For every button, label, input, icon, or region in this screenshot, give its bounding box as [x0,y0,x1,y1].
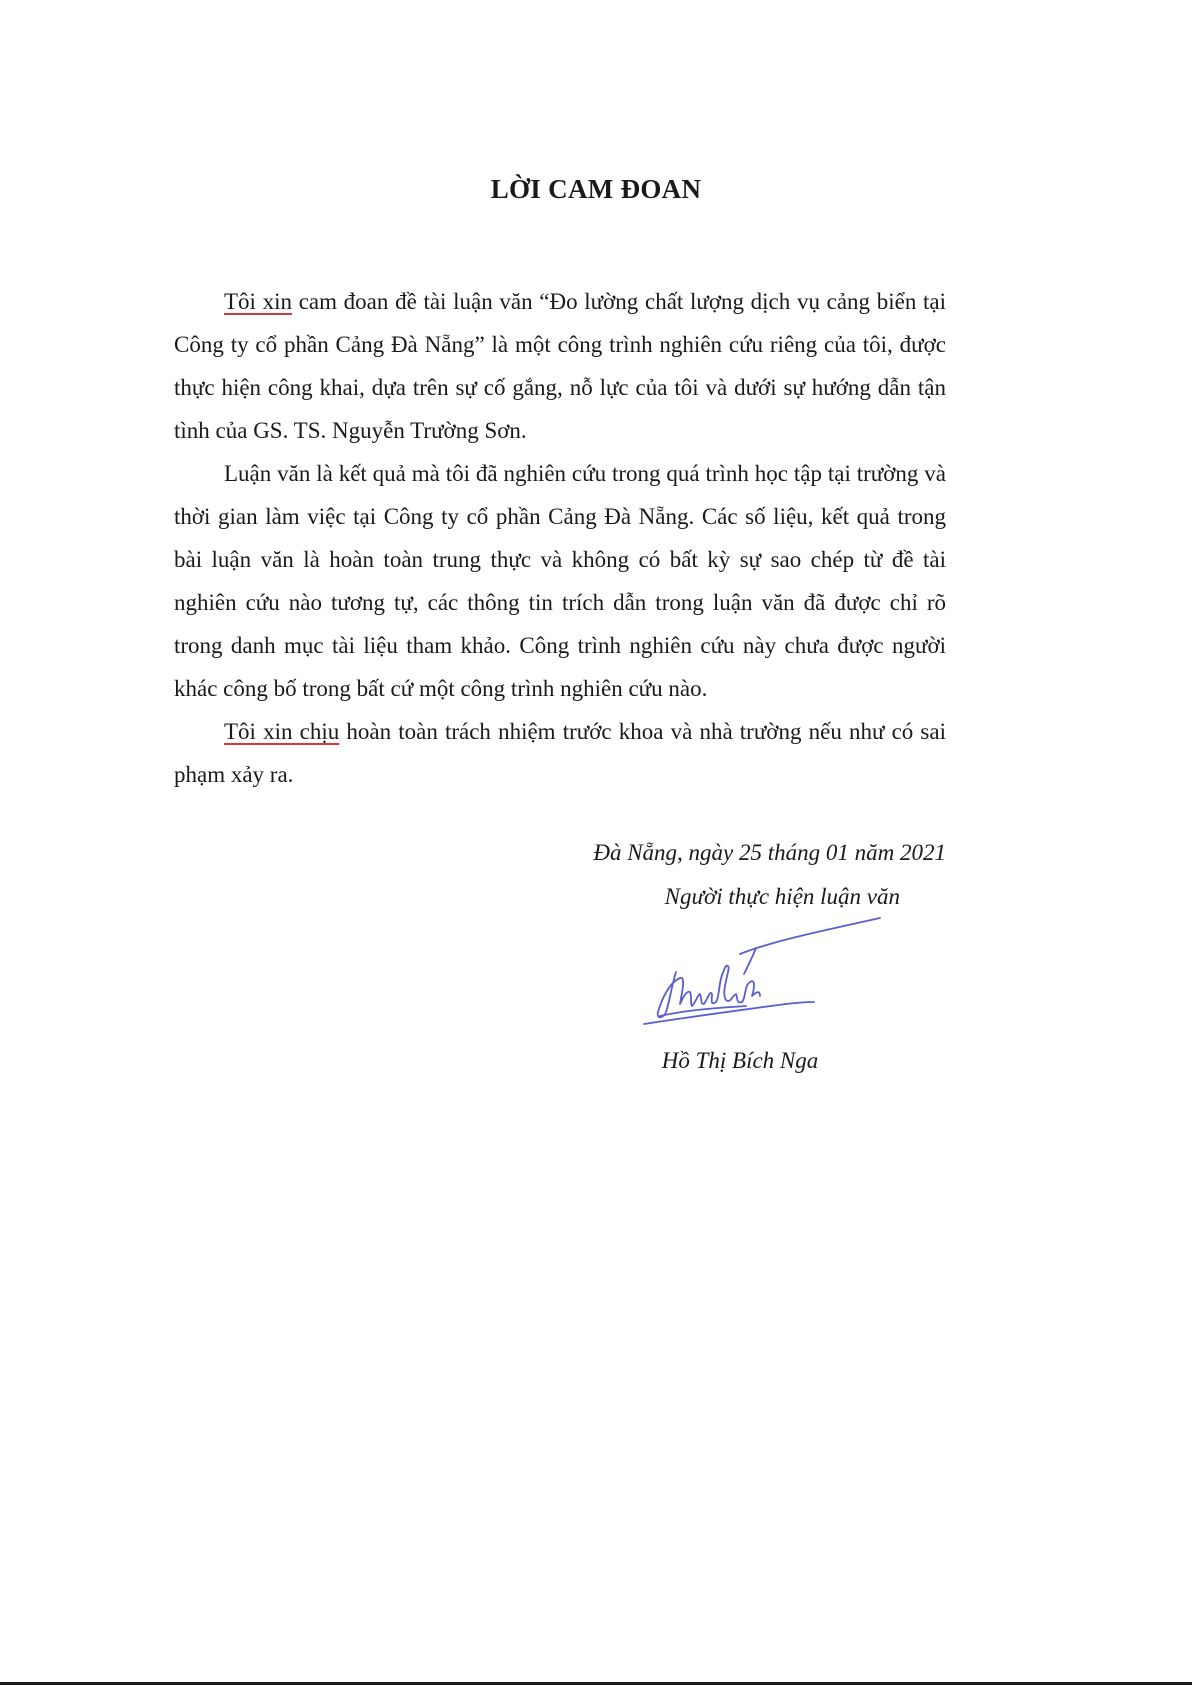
paragraph-1-lead: Tôi xin [224,289,293,314]
signer-name: Hồ Thị Bích Nga [661,1048,819,1073]
declaration-body [174,280,946,796]
date-place-line: Đà Nẵng, ngày 25 tháng 01 năm 2021 [593,840,946,865]
paragraph-1-rest: cam đoan đề tài luận văn “Đo lường chất lượng dịch vụ cảng biển tại Công ty cổ phần Cảng Đà Nẵng” là một công trình nghiên cứu riêng của tôi, được thực hiện công khai, dựa trên sự cố gắng, nỗ lực của tôi và dưới sự hướng dẫn tận tình của GS. TS. Nguyễn Trường Sơn. [174,289,946,443]
handwritten-signature [636,912,888,1030]
paragraph-3-rest: hoàn toàn trách nhiệm trước khoa và nhà trường nếu như có sai phạm xảy ra. [174,719,946,787]
paragraph-3 [174,710,946,796]
paragraph-3-lead: Tôi xin chịu [224,719,340,744]
signer-role: Người thực hiện luận văn [664,884,900,909]
paragraph-1 [174,280,946,452]
paragraph-2: Luận văn là kết quả mà tôi đã nghiên cứu trong quá trình học tập tại trường và thời gian làm việc tại Công ty cổ phần Cảng Đà Nẵng. Các số liệu, kết quả trong bài luận văn là hoàn toàn trung thực và không có bất kỳ sự sao chép từ đề tài nghiên cứu nào tương tự, các thông tin trích dẫn trong luận văn đã được chỉ rõ trong danh mục tài liệu tham khảo. Công trình nghiên cứu này chưa được người khác công bố trong bất cứ một công trình nghiên cứu nào. [174,461,946,701]
document-title: LỜI CAM ĐOAN [490,174,702,204]
